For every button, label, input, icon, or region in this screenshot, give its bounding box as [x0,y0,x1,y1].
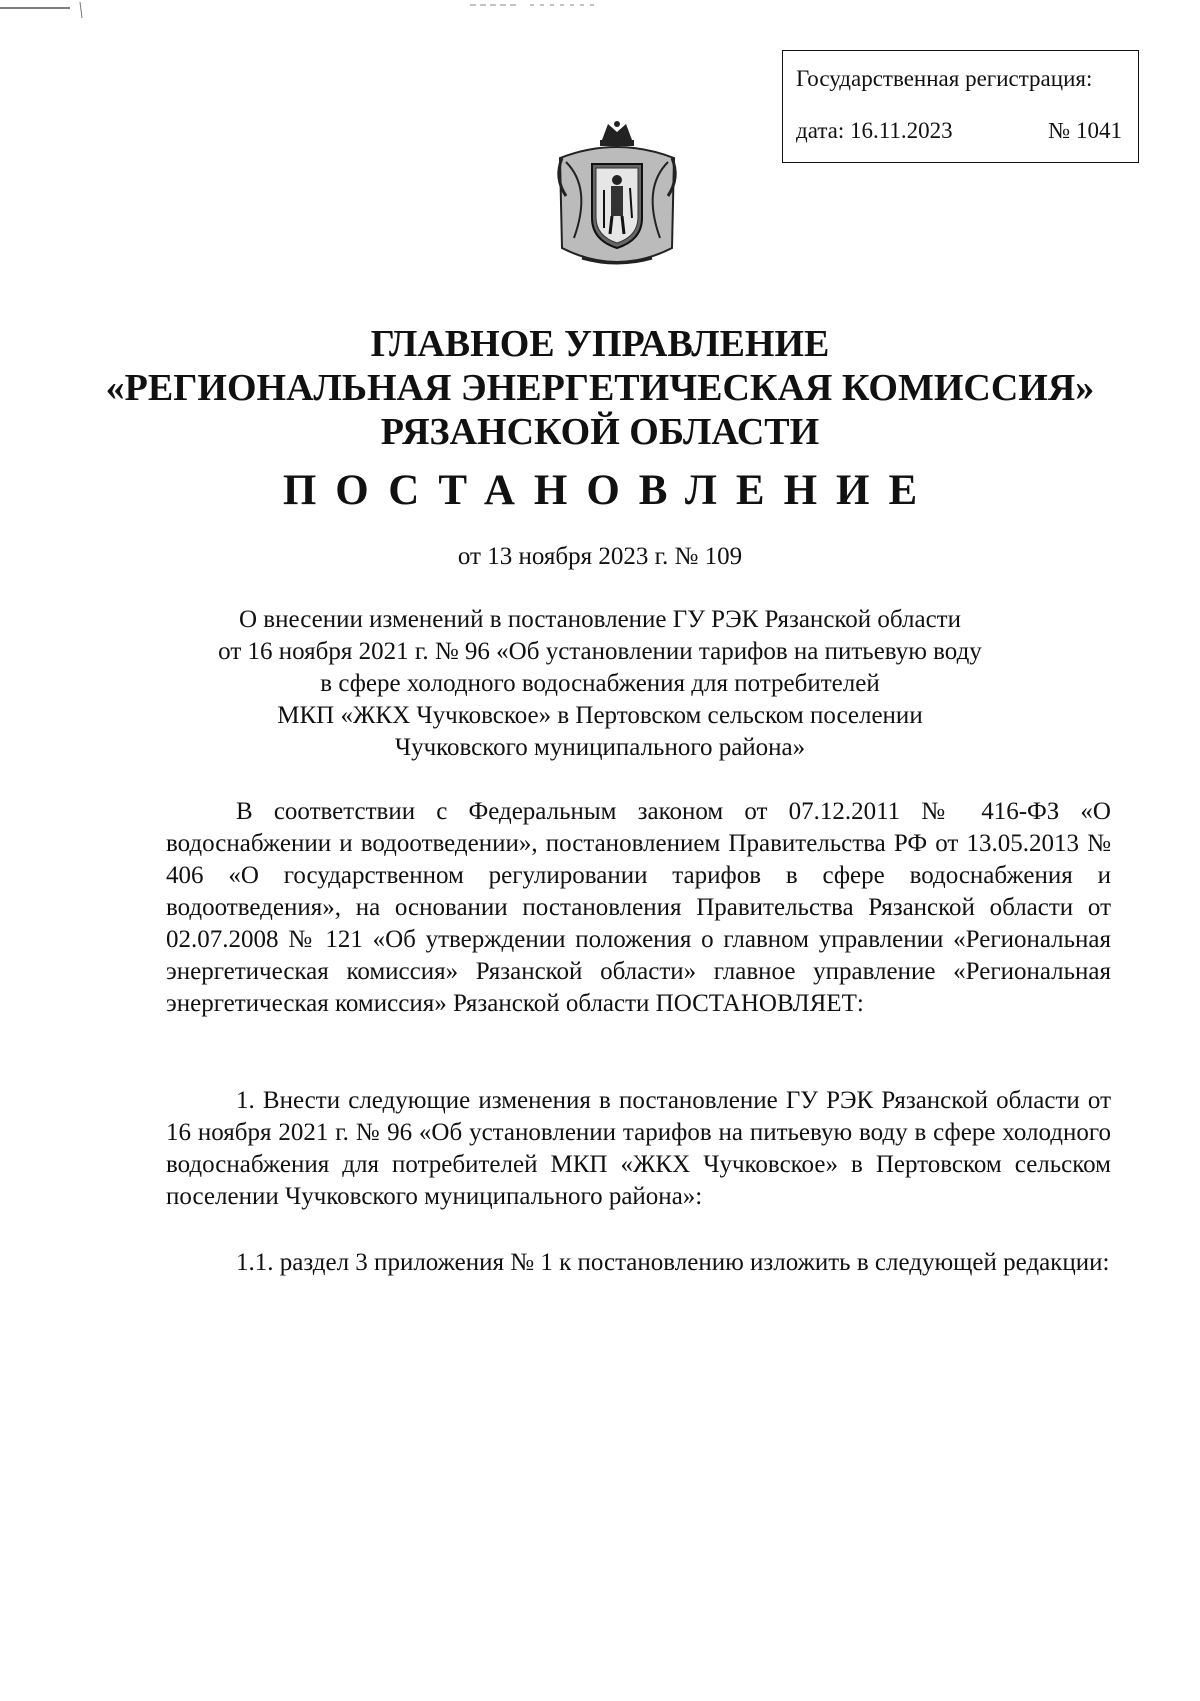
item-1-paragraph: 1. Внести следующие изменения в постановление ГУ РЭК Рязанской области от 16 ноября 2021 г. № 96 «Об установлении тарифов на питьевую воду в сфере холодного водоснабжения для потребителей МКП «ЖКХ Чучковское» в Пертовском сельском поселении Чучковского муниципального района»: [166,1087,1111,1210]
authority-name [0,322,1200,454]
authority-line-3: РЯЗАНСКОЙ ОБЛАСТИ [380,411,820,453]
subject-line: О внесении изменений в постановление ГУ РЭК Рязанской области [239,606,961,633]
registration-stamp [782,50,1139,163]
document-type: ПОСТАНОВЛЕНИЕ [282,467,937,514]
subject-line: в сфере холодного водоснабжения для потребителей [320,670,880,697]
scan-edge-marks [0,0,1200,20]
ryazan-coat-of-arms-icon [552,118,682,278]
registration-title: Государственная регистрация: [796,66,1093,91]
preamble-paragraph: В соответствии с Федеральным законом от 07.12.2011 № 416-ФЗ «О водоснабжении и водоотведении», постановлением Правительства РФ от 13.05.2013 № 406 «О государственном регулировании тарифов в сфере водоснабжения и водоотведения», на основании постановления Правительства Рязанской области от 02.07.2008 № 121 «Об утверждении положения о главном управлении «Региональная энергетическая комиссия» Рязанской области» главное управление «Региональная энергетическая комиссия» Рязанской области ПОСТАНОВЛЯЕТ: [166,798,1111,1017]
registration-date: дата: 16.11.2023 [796,118,953,143]
authority-line-1: ГЛАВНОЕ УПРАВЛЕНИЕ [370,323,830,365]
authority-line-2: «РЕГИОНАЛЬНАЯ ЭНЕРГЕТИЧЕСКАЯ КОМИССИЯ» [105,367,1095,409]
subject-line: от 16 ноября 2021 г. № 96 «Об установлении тарифов на питьевую воду [218,638,982,665]
registration-number: № 1041 [1048,118,1122,143]
item-1-1-paragraph: 1.1. раздел 3 приложения № 1 к постановлению изложить в следующей редакции: [236,1249,1110,1276]
subject-line: Чучковского муниципального района» [394,734,806,761]
document-subject [0,604,1200,764]
document-date-number: от 13 ноября 2023 г. № 109 [457,543,743,570]
subject-line: МКП «ЖКХ Чучковское» в Пертовском сельском поселении [277,702,923,729]
